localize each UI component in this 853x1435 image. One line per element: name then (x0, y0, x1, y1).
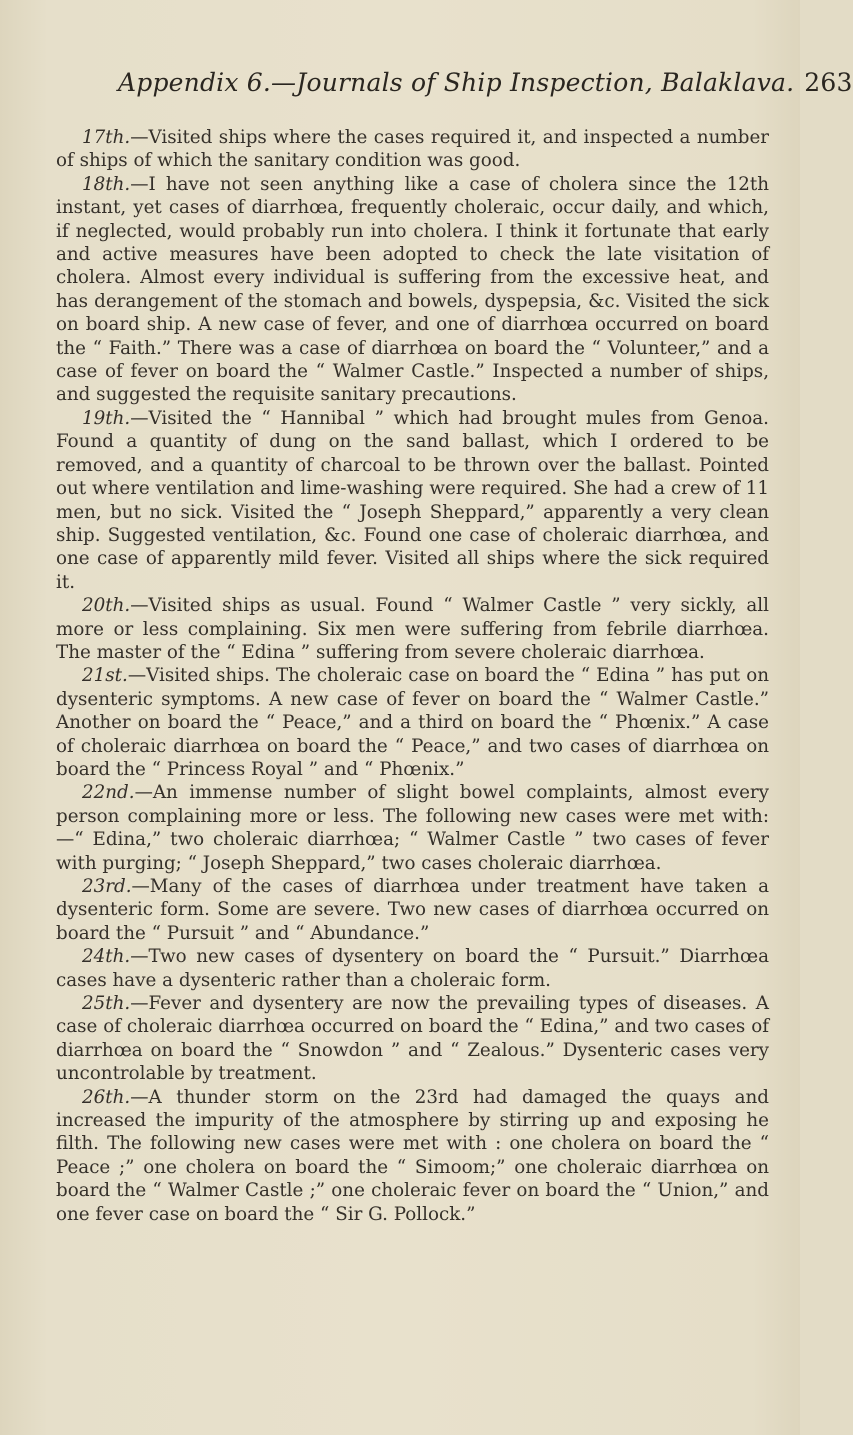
entry-text: —Visited the “ Hannibal ” which had brought mules from Genoa. Found a quantity of dung on the sand ballast, which I ordered to be removed, and a quantity of charcoal to be thrown over the ballast. Pointed out where ventilation and lime-washing were required. She had a crew of 11 men, but no sick. Visited the “ Joseph Sheppard,” apparently a very clean ship. Suggested ventilation, &c. Found one case of choleraic diarrhœa, and one case of apparently mild fever. Visited all ships where the sick required it. (56, 407, 769, 593)
entry-text: —A thunder storm on the 23rd had damaged the quays and increased the impurity of the atmosphere by stirring up and exposing he filth. The following new cases were met with : one cholera on board the “ Peace ;” one cholera on board the “ Simoom;” one choleraic diarrhœa on board the “ Walmer Castle ;” one choleraic fever on board the “ Union,” and one fever case on board the “ Sir G. Pollock.” (56, 1086, 769, 1225)
entry-text: —Fever and dysentery are now the prevailing types of diseases. A case of choleraic diarrhœa occurred on board the “ Edina,” and two cases of diarrhœa on board the “ Snowdon ” and “ Zealous.” Dysenteric cases very uncontrolable by treatment. (56, 993, 769, 1085)
entry-date: 20th. (82, 595, 131, 617)
entry-date: 23rd. (82, 876, 132, 897)
journal-entry (56, 1086, 769, 1226)
entry-text: —Visited ships where the cases required it, and inspected a number of ships of which the sanitary condition was good. (56, 127, 769, 172)
header-title: Appendix 6.—Journals of Ship Inspection, Balaklava. (118, 68, 795, 97)
journal-entry (56, 407, 769, 594)
journal-entry (56, 126, 769, 173)
journal-entry (56, 945, 769, 992)
entry-text: —An immense number of slight bowel complaints, almost every person complaining more or less. The following new cases were met with:—“ Edina,” two choleraic diarrhœa; “ Walmer Castle ” two cases of fever with purging; “ Joseph Sheppard,” two cases choleraic diarrhœa. (56, 782, 769, 874)
entry-date: 17th. (82, 127, 131, 148)
journal-entry (56, 594, 769, 664)
entry-text: —Two new cases of dysentery on board the “ Pursuit.” Diarrhœa cases have a dysenteric rather than a choleraic form. (56, 946, 769, 991)
journal-entry (56, 875, 769, 945)
entry-text: —Many of the cases of diarrhœa under treatment have taken a dysenteric form. Some are severe. Two new cases of diarrhœa occurred on board the “ Pursuit ” and “ Abundance.” (56, 876, 769, 944)
journal-body (56, 126, 769, 1226)
entry-text: —Visited ships as usual. Found “ Walmer Castle ” very sickly, all more or less complaining. Six men were suffering from febrile diarrhœa. The master of the “ Edina ” suffering from severe choleraic diarrhœa. (56, 595, 769, 663)
entry-date: 18th. (82, 173, 131, 195)
entry-date: 26th. (82, 1086, 131, 1108)
entry-date: 25th. (82, 993, 131, 1015)
journal-entry (56, 664, 769, 781)
entry-text: —Visited ships. The choleraic case on board the “ Edina ” has put on dysenteric symptoms. A new case of fever on board the “ Walmer Castle.” Another on board the “ Peace,” and a third on board the “ Phœnix.” A case of choleraic diarrhœa on board the “ Peace,” and two cases of diarrhœa on board the “ Princess Royal ” and “ Phœnix.” (56, 665, 769, 780)
journal-entry (56, 992, 769, 1086)
entry-date: 24th. (82, 946, 131, 968)
entry-text: —I have not seen anything like a case of cholera since the 12th instant, yet cases of diarrhœa, frequently choleraic, occur daily, and which, if neglected, would probably run into cholera. I think it fortunate that early and active measures have been adopted to check the late visitation of cholera. Almost every individual is suffering from the excessive heat, and has derangement of the stomach and bowels, dyspepsia, &c. Visited the sick on board ship. A new case of fever, and one of diarrhœa occurred on board the “ Faith.” There was a case of diarrhœa on board the “ Volunteer,” and a case of fever on board the “ Walmer Castle.” Inspected a number of ships, and suggested the requisite sanitary precautions. (56, 173, 769, 406)
entry-date: 19th. (82, 407, 131, 429)
entry-date: 21st. (82, 665, 128, 687)
running-header (118, 68, 853, 97)
page-number: 263 (804, 68, 853, 97)
journal-entry (56, 781, 769, 875)
journal-entry (56, 173, 769, 407)
entry-date: 22nd. (82, 782, 135, 804)
